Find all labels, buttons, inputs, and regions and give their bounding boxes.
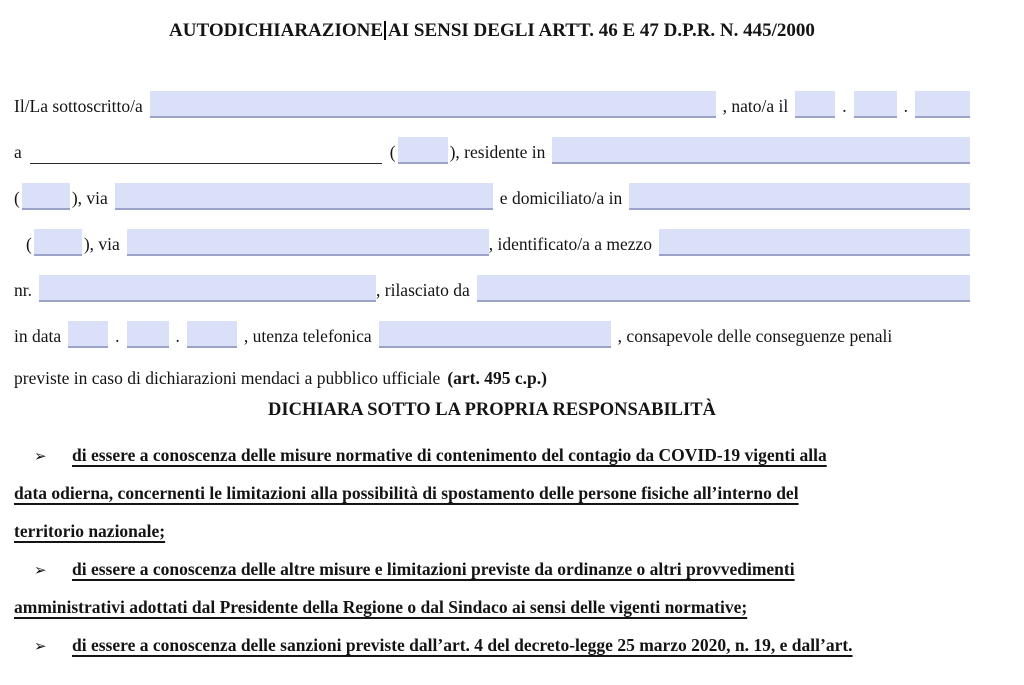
label-via: ), via xyxy=(71,188,108,208)
label-a: a xyxy=(14,142,22,162)
label-domiciliato-in: e domiciliato/a in xyxy=(499,188,623,208)
document-page xyxy=(0,20,1024,656)
form-title-part1: AUTODICHIARAZIONE xyxy=(169,20,384,41)
bullet-1-line-3: territorio nazionale; xyxy=(14,521,166,541)
label-sottoscritto: Il/La sottoscritto/a xyxy=(14,96,143,116)
label-rilasciato-da: , rilasciato da xyxy=(376,280,470,300)
label-nato-il: , nato/a il xyxy=(722,96,789,116)
declaration-form xyxy=(14,72,970,390)
form-line-3 xyxy=(14,164,970,210)
form-line-5 xyxy=(14,256,970,302)
field-via-residenza[interactable] xyxy=(115,183,493,210)
field-numero-documento[interactable] xyxy=(39,275,376,302)
text-cursor-icon xyxy=(384,21,386,40)
label-utenza-telefonica: , utenza telefonica xyxy=(243,326,372,346)
date-separator: . xyxy=(842,96,847,116)
field-comune-domicilio[interactable] xyxy=(629,183,970,210)
label-residente-in: ), residente in xyxy=(449,142,546,162)
label-nr: nr. xyxy=(14,280,32,300)
form-title-part2: AI SENSI DEGLI ARTT. 46 E 47 D.P.R. N. 445/2000 xyxy=(388,20,815,41)
bullet-item-2-cont xyxy=(14,597,970,618)
form-line-2 xyxy=(14,118,970,164)
field-telefono[interactable] xyxy=(379,321,611,348)
bullet-item-2 xyxy=(14,559,970,580)
field-via-domicilio[interactable] xyxy=(127,229,489,256)
date-separator: . xyxy=(903,96,908,116)
field-comune-residenza[interactable] xyxy=(552,137,970,164)
date-separator: . xyxy=(115,326,120,346)
date-separator: . xyxy=(175,326,180,346)
bullet-1-line-2: data odierna, concernenti le limitazioni alla possibilità di spostamento delle persone fisiche all’interno del xyxy=(14,483,799,503)
field-nascita-anno[interactable] xyxy=(915,91,970,118)
bullet-2-line-1: di essere a conoscenza delle altre misure e limitazioni previste da ordinanze o altri provvedimenti xyxy=(72,559,795,579)
label-previste-mendaci: previste in caso di dichiarazioni mendaci a pubblico ufficiale xyxy=(14,368,441,388)
field-nascita-mese[interactable] xyxy=(854,91,897,118)
blank-line-luogo-nascita xyxy=(30,140,382,164)
label-art-495: (art. 495 c.p.) xyxy=(447,368,547,388)
form-title xyxy=(14,20,970,42)
bullet-2-line-2: amministrativi adottati dal Presidente della Regione o dal Sindaco ai sensi delle vigenti normative; xyxy=(14,597,748,617)
field-rilascio-mese[interactable] xyxy=(127,321,169,348)
field-rilasciato-da[interactable] xyxy=(477,275,970,302)
form-line-7 xyxy=(14,348,970,390)
form-line-6 xyxy=(14,302,970,348)
bullet-list xyxy=(14,445,970,656)
field-provincia-residenza[interactable] xyxy=(22,183,70,210)
bullet-1-line-1: di essere a conoscenza delle misure normative di contenimento del contagio da COVID-19 vigenti alla xyxy=(72,445,827,465)
form-line-1 xyxy=(14,72,970,118)
field-rilascio-giorno[interactable] xyxy=(68,321,108,348)
label-paren-open: ( xyxy=(14,188,20,208)
label-consapevole: , consapevole delle conseguenze penali xyxy=(617,326,893,346)
label-identificato-a-mezzo: , identificato/a a mezzo xyxy=(488,234,653,254)
bullet-item-1-cont xyxy=(14,483,970,504)
field-provincia-domicilio[interactable] xyxy=(34,229,82,256)
bullet-3-line-1: di essere a conoscenza delle sanzioni previste dall’art. 4 del decreto-legge 25 marzo 2020, n. 19, e dall’art. xyxy=(72,635,853,655)
field-nome-cognome[interactable] xyxy=(150,91,716,118)
bullet-item-1 xyxy=(14,445,970,466)
bullet-arrow-icon: ➢ xyxy=(34,561,47,579)
label-in-data: in data xyxy=(14,326,62,346)
label-paren-open: ( xyxy=(389,142,396,162)
bullet-item-3 xyxy=(14,635,970,656)
section-heading: DICHIARA SOTTO LA PROPRIA RESPONSABILITÀ xyxy=(268,400,716,420)
field-nascita-giorno[interactable] xyxy=(795,91,835,118)
field-rilascio-anno[interactable] xyxy=(187,321,237,348)
label-paren-open: ( xyxy=(26,234,32,254)
bullet-item-1-cont xyxy=(14,521,970,542)
bullet-arrow-icon: ➢ xyxy=(34,637,47,655)
bullet-arrow-icon: ➢ xyxy=(34,447,47,465)
form-line-4 xyxy=(14,210,970,256)
field-tipo-documento[interactable] xyxy=(659,229,970,256)
label-via: ), via xyxy=(83,234,120,254)
field-provincia-nascita[interactable] xyxy=(398,137,448,164)
